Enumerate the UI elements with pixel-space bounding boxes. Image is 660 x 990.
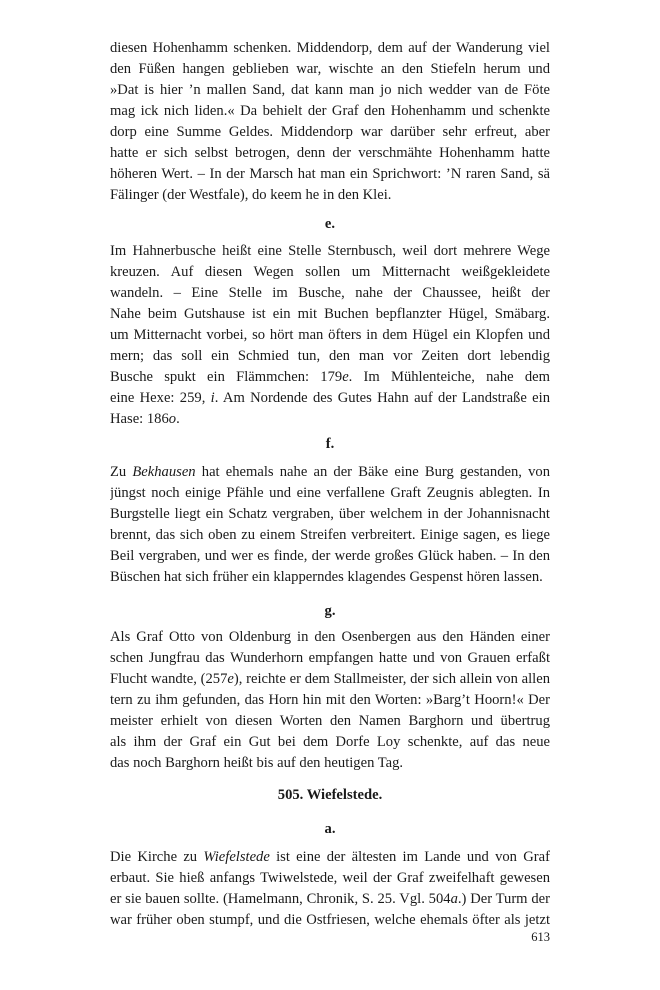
- italic-text: Wiefelstede: [203, 849, 270, 865]
- text-run: Beil vergraben, und wer es finde, der werde großes Glück haben. – In den: [110, 548, 550, 564]
- text-line: [110, 304, 550, 325]
- text-run: Fälinger (der Westfale), do keem he in den Klei.: [110, 187, 392, 203]
- text-run: er sie bauen sollte. (Hamelmann, Chronik, S. 25. Vgl. 504: [110, 891, 451, 907]
- italic-text: a: [450, 891, 458, 907]
- text-run: . Im Mühlenteiche, nahe dem: [348, 369, 550, 385]
- text-line: [110, 546, 550, 567]
- text-line: [110, 388, 550, 409]
- text-run: »Dat is hier ’n mallen Sand, dat kann man jo nich wedder van de Föte: [110, 82, 550, 98]
- text-run: dorp eine Summe Geldes. Middendorp war darüber sehr erfreut, aber: [110, 124, 550, 140]
- text-line: [110, 241, 550, 262]
- text-run: kreuzen. Auf diesen Wegen sollen um Mitternacht weißgekleidete: [110, 264, 550, 280]
- text-run: den Füßen hangen geblieben war, wischte an den Stiefeln herum und: [110, 61, 550, 77]
- italic-text: Bekhausen: [132, 464, 196, 480]
- text-line: [110, 627, 550, 648]
- text-line: [110, 346, 550, 367]
- text-run: Büschen hat sich früher ein klapperndes klagendes Gespenst hören lassen.: [110, 569, 543, 585]
- text-line: [110, 143, 550, 164]
- paragraph-a: [110, 847, 550, 931]
- section-heading: 505. Wiefelstede.: [277, 787, 383, 803]
- text-run: mern; das soll ein Schmied tun, den man vor Zeiten dort lebendig: [110, 348, 550, 364]
- text-line: [110, 567, 550, 588]
- text-run: Als Graf Otto von Oldenburg in den Osenbergen aus den Händen einer: [110, 629, 550, 645]
- italic-text: o: [168, 411, 177, 427]
- paragraph-e: [110, 241, 550, 430]
- text-line: [110, 910, 550, 931]
- text-line: [110, 409, 550, 430]
- text-run: Flucht wandte, (257: [110, 671, 228, 687]
- text-run: eine Hexe: 259,: [110, 390, 211, 406]
- text-line: [110, 80, 550, 101]
- text-run: war früher oben stumpf, und die Ostfriesen, welche ehemals öfter als jetzt: [110, 912, 550, 928]
- text-line: [110, 711, 550, 732]
- paragraph-continued: [110, 38, 550, 206]
- text-run: wandeln. – Eine Stelle im Busche, nahe der Chaussee, heißt der: [110, 285, 550, 301]
- text-line: [110, 262, 550, 283]
- text-line: [110, 648, 550, 669]
- text-run: ), reichte er dem Stallmeister, der sich allein von allen: [233, 671, 550, 687]
- text-line: [110, 753, 550, 774]
- text-run: . Am Nordende des Gutes Hahn auf der Landstraße ein: [214, 390, 550, 406]
- text-line: [110, 690, 550, 711]
- text-run: Hase: 186: [110, 411, 169, 427]
- text-run: hatte er sich selbst betrogen, denn der verschmähte Hohenhamm hatte: [110, 145, 550, 161]
- text-line: [110, 164, 550, 185]
- paragraph-g: [110, 627, 550, 774]
- text-run: hat ehemals nahe an der Bäke eine Burg gestanden, von: [201, 464, 550, 480]
- text-line: [110, 504, 550, 525]
- text-line: [110, 868, 550, 889]
- subsection-heading-f: f.: [325, 436, 335, 452]
- text-line: [110, 122, 550, 143]
- text-run: schen Jungfrau das Wunderhorn empfangen hatte und von Grauen erfaßt: [110, 650, 550, 666]
- text-run: tern zu ihm gefunden, das Horn hin mit den Worten: »Barg’t Hoorn!« Der: [110, 692, 550, 708]
- italic-text: e: [342, 369, 349, 385]
- text-run: ist eine der ältesten im Lande und von Graf: [276, 849, 550, 865]
- text-line: [110, 847, 550, 868]
- italic-text: e: [227, 671, 234, 687]
- text-run: Busche spukt ein Flämmchen: 179: [110, 369, 343, 385]
- text-line: [110, 101, 550, 122]
- text-line: [110, 483, 550, 504]
- text-run: erbaut. Sie hieß anfangs Twiwelstede, weil der Graf zweifelhaft gewesen: [110, 870, 550, 886]
- text-line: [110, 732, 550, 753]
- text-line: [110, 669, 550, 690]
- text-line: [110, 462, 550, 483]
- text-run: diesen Hohenhamm schenken. Middendorp, dem auf der Wanderung viel: [110, 40, 550, 56]
- subsection-heading-a: a.: [324, 821, 336, 837]
- text-line: [110, 283, 550, 304]
- text-run: um Mitternacht vorbei, so hört man öfters in dem Hügel ein Klopfen und: [110, 327, 550, 343]
- text-run: Im Hahnerbusche heißt eine Stelle Sternbusch, weil dort mehrere Wege: [110, 243, 550, 259]
- text-line: [110, 367, 550, 388]
- text-line: [110, 889, 550, 910]
- text-run: Burgstelle liegt ein Schatz vergraben, über welchem in der Johannisnacht: [110, 506, 550, 522]
- page-number: 613: [531, 930, 550, 944]
- subsection-heading-e: e.: [324, 216, 336, 232]
- text-run: Nahe beim Gutshause ist ein mit Buchen bepflanzter Hügel, Smäbarg.: [110, 306, 550, 322]
- text-run: brennt, das sich oben zu einem Streifen verbreitert. Einige sagen, es liege: [110, 527, 550, 543]
- subsection-heading-g: g.: [324, 603, 336, 619]
- text-run: höheren Wert. – In der Marsch hat man ein Sprichwort: ’N raren Sand, sä: [110, 166, 550, 182]
- text-run: jüngst noch einige Pfähle und eine verfallene Graft Zeugnis ablegten. In: [110, 485, 550, 501]
- paragraph-f: [110, 462, 550, 588]
- text-run: .) Der Turm der: [457, 891, 550, 907]
- text-line: [110, 325, 550, 346]
- text-line: [110, 59, 550, 80]
- text-run: Die Kirche zu: [110, 849, 204, 865]
- italic-text: i: [210, 390, 215, 406]
- text-run: Zu: [110, 464, 133, 480]
- text-run: das noch Barghorn heißt bis auf den heutigen Tag.: [110, 755, 404, 771]
- text-run: .: [176, 411, 180, 427]
- text-run: mag ick nich liden.« Da behielt der Graf den Hohenhamm und schenkte: [110, 103, 550, 119]
- text-run: meister erhielt von diesen Worten den Namen Barghorn und übertrug: [110, 713, 550, 729]
- text-line: [110, 185, 550, 206]
- text-run: als ihm der Graf ein Gut bei dem Dorfe Loy schenkte, auf das neue: [110, 734, 550, 750]
- text-line: [110, 525, 550, 546]
- text-line: [110, 38, 550, 59]
